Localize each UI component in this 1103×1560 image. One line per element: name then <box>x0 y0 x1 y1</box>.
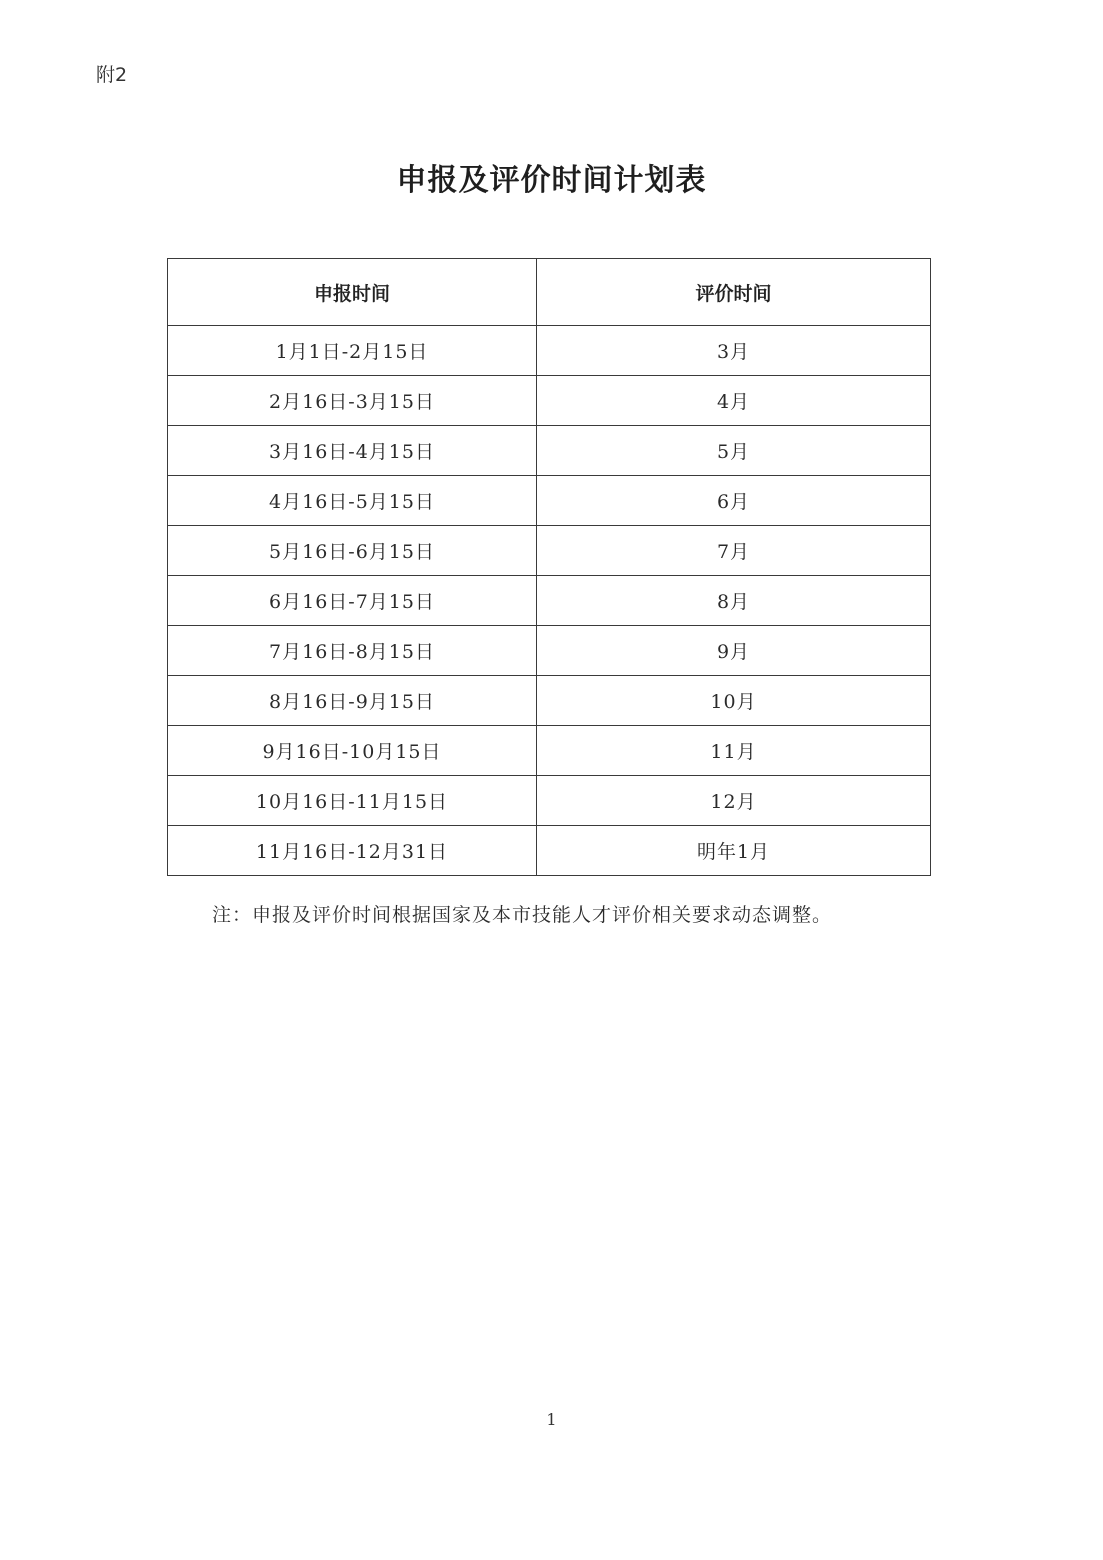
evaluation-period-cell: 明年1月 <box>537 826 931 876</box>
table-row <box>168 676 931 726</box>
table-row <box>168 476 931 526</box>
header-evaluation-period: 评价时间 <box>537 259 931 326</box>
application-period-cell: 2月16日-3月15日 <box>168 376 537 426</box>
application-period-cell: 7月16日-8月15日 <box>168 626 537 676</box>
evaluation-period-cell: 5月 <box>537 426 931 476</box>
table-row <box>168 626 931 676</box>
evaluation-period-cell: 9月 <box>537 626 931 676</box>
table-row <box>168 426 931 476</box>
evaluation-period-cell: 3月 <box>537 326 931 376</box>
evaluation-period-cell: 10月 <box>537 676 931 726</box>
application-period-cell: 11月16日-12月31日 <box>168 826 537 876</box>
application-period-cell: 5月16日-6月15日 <box>168 526 537 576</box>
evaluation-period-cell: 6月 <box>537 476 931 526</box>
table-row <box>168 726 931 776</box>
application-period-cell: 1月1日-2月15日 <box>168 326 537 376</box>
evaluation-period-cell: 12月 <box>537 776 931 826</box>
table-row <box>168 526 931 576</box>
table-row <box>168 826 931 876</box>
application-period-cell: 3月16日-4月15日 <box>168 426 537 476</box>
table-row <box>168 376 931 426</box>
attachment-label: 附2 <box>96 64 128 86</box>
application-period-cell: 8月16日-9月15日 <box>168 676 537 726</box>
page-number: 1 <box>546 1410 557 1429</box>
evaluation-period-cell: 11月 <box>537 726 931 776</box>
application-period-cell: 6月16日-7月15日 <box>168 576 537 626</box>
footnote: 注：申报及评价时间根据国家及本市技能人才评价相关要求动态调整。 <box>212 904 833 926</box>
schedule-table <box>167 258 931 876</box>
evaluation-period-cell: 7月 <box>537 526 931 576</box>
table-row <box>168 776 931 826</box>
evaluation-period-cell: 4月 <box>537 376 931 426</box>
table-header-row <box>168 259 931 326</box>
document-title: 申报及评价时间计划表 <box>396 163 707 198</box>
table-row <box>168 326 931 376</box>
application-period-cell: 9月16日-10月15日 <box>168 726 537 776</box>
evaluation-period-cell: 8月 <box>537 576 931 626</box>
application-period-cell: 4月16日-5月15日 <box>168 476 537 526</box>
header-application-period: 申报时间 <box>168 259 537 326</box>
application-period-cell: 10月16日-11月15日 <box>168 776 537 826</box>
table-row <box>168 576 931 626</box>
